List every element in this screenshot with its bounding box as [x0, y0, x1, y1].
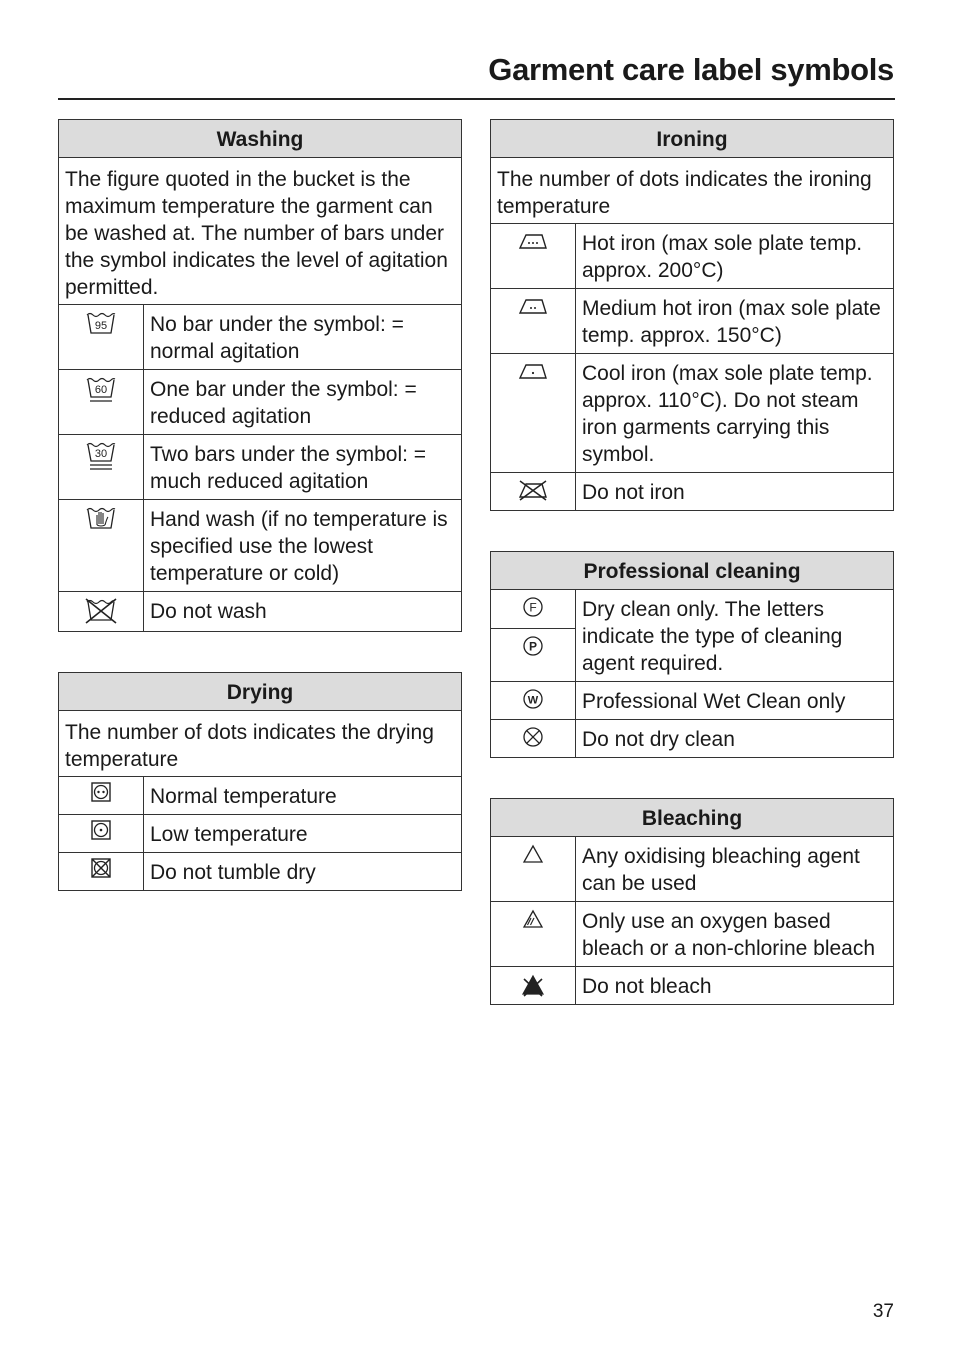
tumble-dry-two-dots-icon: [90, 781, 112, 803]
do-not-iron-icon: [517, 479, 549, 501]
washing-row-text: Do not wash: [144, 592, 462, 632]
do-not-bleach-icon: [520, 973, 546, 997]
left-column: [58, 119, 462, 931]
table-row: [59, 853, 462, 891]
do-not-tumble-dry-icon: [90, 857, 112, 879]
dry-clean-letter: F: [529, 600, 537, 615]
drying-table: [58, 672, 462, 891]
dry-clean-text: Dry clean only. The letters indicate the type of cleaning agent required.: [576, 590, 894, 682]
table-row: [59, 305, 462, 370]
washing-row-text: Hand wash (if no temperature is specified use the lowest temperature or cold): [144, 500, 462, 592]
wet-clean-w-icon: [522, 688, 544, 710]
wash-temp-label: 30: [94, 448, 108, 460]
dry-clean-p-icon: [522, 635, 544, 657]
ironing-table: [490, 119, 894, 511]
dry-clean-letter: P: [528, 639, 538, 654]
tumble-dry-one-dot-icon: [90, 819, 112, 841]
table-row: [491, 473, 894, 511]
washing-intro: The figure quoted in the bucket is the maximum temperature the garment can be washed at. The number of bars under the symbol indicates the level of agitation permitted.: [59, 158, 462, 305]
drying-row-text: Normal temperature: [144, 777, 462, 815]
table-row: [491, 224, 894, 289]
bleaching-row-text: Do not bleach: [576, 967, 894, 1005]
title-divider: [58, 98, 895, 100]
washing-heading: Washing: [59, 120, 462, 158]
drying-intro: The number of dots indicates the drying temperature: [59, 711, 462, 777]
wash-temp-label: 95: [94, 320, 108, 332]
wash-temp-label: 60: [94, 384, 108, 396]
wet-clean-text: Professional Wet Clean only: [576, 682, 894, 720]
table-row: [491, 354, 894, 473]
table-row: [491, 837, 894, 902]
ironing-intro: The number of dots indicates the ironing temperature: [491, 158, 894, 224]
bleaching-table: [490, 798, 894, 1005]
drying-row-text: Do not tumble dry: [144, 853, 462, 891]
do-not-wash-icon: [84, 598, 118, 624]
washing-row-text: One bar under the symbol: = reduced agitation: [144, 370, 462, 435]
ironing-row-text: Hot iron (max sole plate temp. approx. 200°C): [576, 224, 894, 289]
ironing-row-text: Medium hot iron (max sole plate temp. approx. 150°C): [576, 289, 894, 354]
table-row: [59, 777, 462, 815]
page-title: Garment care label symbols: [488, 52, 894, 87]
ironing-row-text: Cool iron (max sole plate temp. approx. 110°C). Do not steam iron garments carrying this symbol.: [576, 354, 894, 473]
table-row: [59, 370, 462, 435]
table-row: [491, 902, 894, 967]
wet-clean-letter: W: [527, 694, 539, 707]
washing-row-text: Two bars under the symbol: = much reduced agitation: [144, 435, 462, 500]
washing-row-text: No bar under the symbol: = normal agitation: [144, 305, 462, 370]
iron-one-dot-icon: [517, 360, 549, 382]
right-column: [490, 119, 894, 1045]
bleaching-row-text: Only use an oxygen based bleach or a non-chlorine bleach: [576, 902, 894, 967]
table-row: [59, 815, 462, 853]
wash-tub-30-two-bars-icon: [86, 441, 116, 471]
professional-cleaning-table: [490, 551, 894, 758]
bleach-triangle-icon: [521, 843, 545, 865]
do-not-dry-clean-icon: [522, 726, 544, 748]
table-row: [491, 720, 894, 758]
iron-two-dots-icon: [517, 295, 549, 317]
iron-three-dots-icon: [517, 230, 549, 252]
washing-table: [58, 119, 462, 632]
table-row: [59, 592, 462, 632]
bleaching-row-text: Any oxidising bleaching agent can be used: [576, 837, 894, 902]
oxygen-bleach-triangle-icon: [521, 908, 545, 930]
dry-clean-f-icon: [522, 596, 544, 618]
wash-tub-60-one-bar-icon: [86, 376, 116, 404]
table-row: [491, 590, 894, 629]
page-number: 37: [872, 1301, 894, 1322]
wash-tub-95-icon: [86, 311, 116, 337]
ironing-row-text: Do not iron: [576, 473, 894, 511]
professional-cleaning-heading: Professional cleaning: [491, 552, 894, 590]
drying-row-text: Low temperature: [144, 815, 462, 853]
drying-heading: Drying: [59, 673, 462, 711]
table-row: [491, 682, 894, 720]
table-row: [491, 967, 894, 1005]
bleaching-heading: Bleaching: [491, 799, 894, 837]
no-dry-clean-text: Do not dry clean: [576, 720, 894, 758]
table-row: [59, 435, 462, 500]
table-row: [59, 500, 462, 592]
ironing-heading: Ironing: [491, 120, 894, 158]
table-row: [491, 289, 894, 354]
hand-wash-icon: [86, 506, 116, 532]
